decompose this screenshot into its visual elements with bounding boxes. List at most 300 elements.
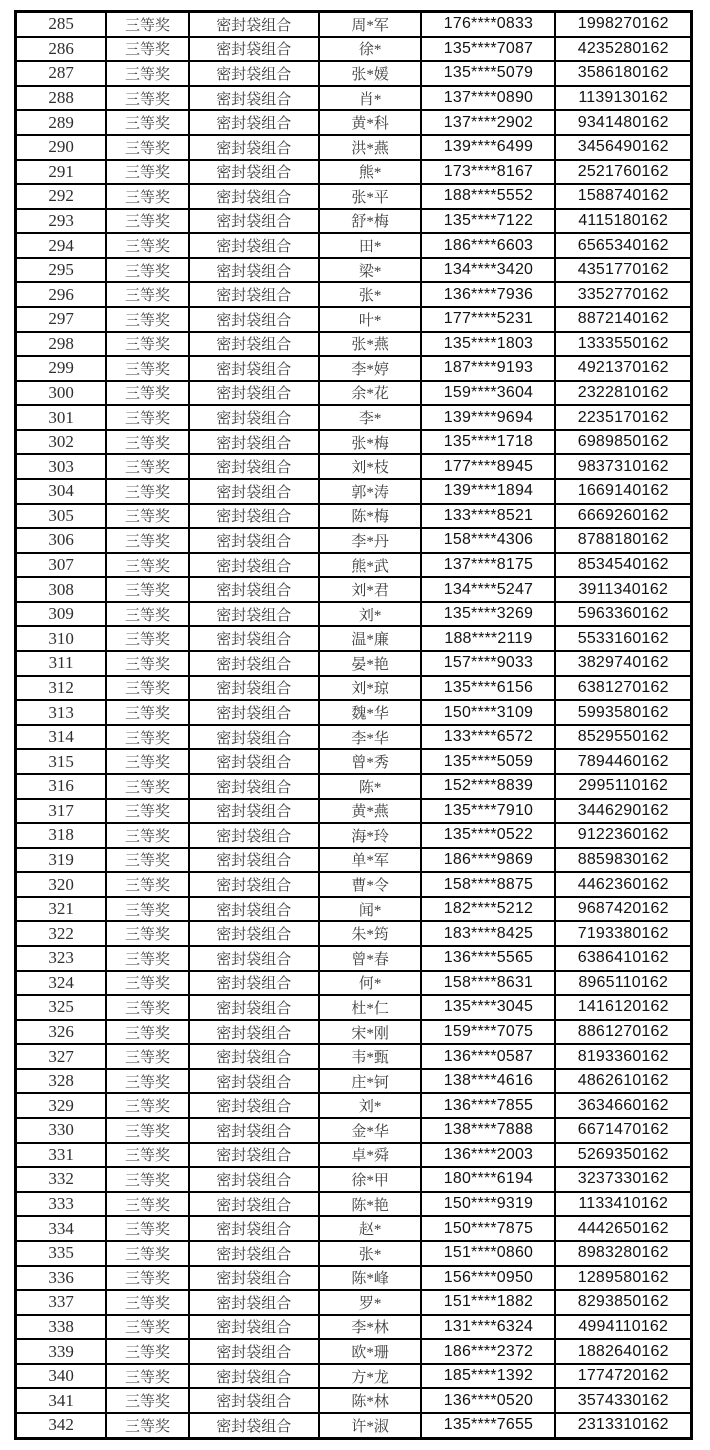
table-row — [16, 381, 692, 406]
cell-index: 291 — [16, 160, 107, 185]
table-row — [16, 61, 692, 86]
cell-prize-level: 三等奖 — [106, 872, 189, 897]
cell-prize-name: 密封袋组合 — [189, 381, 319, 406]
cell-id-number: 9837310162 — [555, 454, 691, 479]
cell-phone: 173****8167 — [421, 160, 555, 185]
cell-id-number: 3829740162 — [555, 651, 691, 676]
cell-phone: 138****7888 — [421, 1118, 555, 1143]
cell-prize-level: 三等奖 — [106, 1143, 189, 1168]
cell-phone: 186****2372 — [421, 1339, 555, 1364]
cell-prize-level: 三等奖 — [106, 749, 189, 774]
cell-winner-name: 田* — [319, 233, 422, 258]
cell-prize-name: 密封袋组合 — [189, 1069, 319, 1094]
cell-prize-level: 三等奖 — [106, 1216, 189, 1241]
cell-index: 334 — [16, 1216, 107, 1241]
cell-prize-level: 三等奖 — [106, 799, 189, 824]
cell-prize-level: 三等奖 — [106, 577, 189, 602]
cell-id-number: 8529550162 — [555, 725, 691, 750]
table-row — [16, 12, 692, 37]
table-row — [16, 1339, 692, 1364]
cell-prize-name: 密封袋组合 — [189, 1093, 319, 1118]
cell-phone: 137****0890 — [421, 86, 555, 111]
cell-index: 317 — [16, 799, 107, 824]
cell-index: 302 — [16, 430, 107, 455]
table-row — [16, 651, 692, 676]
cell-prize-name: 密封袋组合 — [189, 209, 319, 234]
table-row — [16, 676, 692, 701]
cell-index: 335 — [16, 1241, 107, 1266]
cell-phone: 136****2003 — [421, 1143, 555, 1168]
cell-phone: 150****3109 — [421, 700, 555, 725]
cell-prize-name: 密封袋组合 — [189, 651, 319, 676]
cell-index: 323 — [16, 946, 107, 971]
table-row — [16, 233, 692, 258]
table-row — [16, 1315, 692, 1340]
table-row — [16, 528, 692, 553]
cell-phone: 159****7075 — [421, 1020, 555, 1045]
cell-index: 336 — [16, 1266, 107, 1291]
cell-prize-name: 密封袋组合 — [189, 676, 319, 701]
cell-winner-name: 朱*筠 — [319, 921, 422, 946]
cell-phone: 187****9193 — [421, 356, 555, 381]
cell-prize-level: 三等奖 — [106, 1241, 189, 1266]
cell-id-number: 1882640162 — [555, 1339, 691, 1364]
cell-prize-name: 密封袋组合 — [189, 504, 319, 529]
table-row — [16, 823, 692, 848]
cell-prize-name: 密封袋组合 — [189, 1413, 319, 1439]
cell-prize-name: 密封袋组合 — [189, 1044, 319, 1069]
cell-prize-name: 密封袋组合 — [189, 258, 319, 283]
cell-winner-name: 单*军 — [319, 848, 422, 873]
cell-index: 306 — [16, 528, 107, 553]
cell-index: 340 — [16, 1364, 107, 1389]
cell-phone: 135****3045 — [421, 995, 555, 1020]
cell-phone: 131****6324 — [421, 1315, 555, 1340]
cell-prize-name: 密封袋组合 — [189, 430, 319, 455]
cell-id-number: 1588740162 — [555, 184, 691, 209]
cell-winner-name: 黄*燕 — [319, 799, 422, 824]
cell-winner-name: 李*华 — [319, 725, 422, 750]
cell-id-number: 8788180162 — [555, 528, 691, 553]
cell-phone: 135****3269 — [421, 602, 555, 627]
cell-id-number: 8983280162 — [555, 1241, 691, 1266]
prize-winner-table — [14, 10, 693, 1440]
cell-prize-level: 三等奖 — [106, 184, 189, 209]
table-row — [16, 626, 692, 651]
cell-winner-name: 赵* — [319, 1216, 422, 1241]
cell-phone: 135****6156 — [421, 676, 555, 701]
table-row — [16, 504, 692, 529]
cell-prize-name: 密封袋组合 — [189, 479, 319, 504]
cell-winner-name: 张* — [319, 1241, 422, 1266]
table-row — [16, 1020, 692, 1045]
cell-id-number: 6671470162 — [555, 1118, 691, 1143]
cell-phone: 151****1882 — [421, 1290, 555, 1315]
table-row — [16, 848, 692, 873]
cell-id-number: 9122360162 — [555, 823, 691, 848]
cell-phone: 182****5212 — [421, 897, 555, 922]
cell-index: 315 — [16, 749, 107, 774]
cell-phone: 180****6194 — [421, 1167, 555, 1192]
cell-index: 298 — [16, 332, 107, 357]
cell-index: 333 — [16, 1192, 107, 1217]
cell-phone: 150****9319 — [421, 1192, 555, 1217]
table-row — [16, 184, 692, 209]
cell-id-number: 8872140162 — [555, 307, 691, 332]
cell-index: 288 — [16, 86, 107, 111]
cell-winner-name: 晏*艳 — [319, 651, 422, 676]
cell-id-number: 1133410162 — [555, 1192, 691, 1217]
cell-prize-level: 三等奖 — [106, 405, 189, 430]
cell-prize-level: 三等奖 — [106, 1364, 189, 1389]
cell-prize-name: 密封袋组合 — [189, 1315, 319, 1340]
cell-prize-level: 三等奖 — [106, 282, 189, 307]
cell-phone: 136****7936 — [421, 282, 555, 307]
cell-winner-name: 陈*艳 — [319, 1192, 422, 1217]
cell-index: 285 — [16, 12, 107, 37]
cell-id-number: 3586180162 — [555, 61, 691, 86]
cell-index: 287 — [16, 61, 107, 86]
cell-prize-name: 密封袋组合 — [189, 995, 319, 1020]
table-row — [16, 602, 692, 627]
cell-id-number: 1139130162 — [555, 86, 691, 111]
cell-winner-name: 方*龙 — [319, 1364, 422, 1389]
cell-winner-name: 罗* — [319, 1290, 422, 1315]
cell-phone: 137****8175 — [421, 553, 555, 578]
table-row — [16, 1143, 692, 1168]
cell-phone: 134****5247 — [421, 577, 555, 602]
cell-winner-name: 熊* — [319, 160, 422, 185]
cell-phone: 176****0833 — [421, 12, 555, 37]
cell-phone: 157****9033 — [421, 651, 555, 676]
cell-prize-name: 密封袋组合 — [189, 332, 319, 357]
cell-winner-name: 欧*珊 — [319, 1339, 422, 1364]
cell-winner-name: 曾*秀 — [319, 749, 422, 774]
cell-id-number: 3456490162 — [555, 135, 691, 160]
cell-prize-level: 三等奖 — [106, 61, 189, 86]
cell-prize-name: 密封袋组合 — [189, 749, 319, 774]
cell-winner-name: 宋*刚 — [319, 1020, 422, 1045]
cell-prize-level: 三等奖 — [106, 1413, 189, 1439]
cell-winner-name: 张*梅 — [319, 430, 422, 455]
cell-index: 311 — [16, 651, 107, 676]
cell-prize-name: 密封袋组合 — [189, 86, 319, 111]
cell-prize-level: 三等奖 — [106, 1167, 189, 1192]
cell-prize-level: 三等奖 — [106, 258, 189, 283]
cell-index: 313 — [16, 700, 107, 725]
cell-id-number: 4442650162 — [555, 1216, 691, 1241]
cell-id-number: 2322810162 — [555, 381, 691, 406]
cell-winner-name: 韦*甄 — [319, 1044, 422, 1069]
cell-index: 305 — [16, 504, 107, 529]
cell-prize-name: 密封袋组合 — [189, 405, 319, 430]
cell-phone: 139****6499 — [421, 135, 555, 160]
table-row — [16, 282, 692, 307]
cell-index: 322 — [16, 921, 107, 946]
cell-id-number: 6565340162 — [555, 233, 691, 258]
cell-index: 286 — [16, 37, 107, 62]
cell-id-number: 6381270162 — [555, 676, 691, 701]
cell-id-number: 4351770162 — [555, 258, 691, 283]
table-row — [16, 1192, 692, 1217]
cell-phone: 188****2119 — [421, 626, 555, 651]
cell-prize-name: 密封袋组合 — [189, 897, 319, 922]
cell-winner-name: 李*婷 — [319, 356, 422, 381]
cell-winner-name: 闻* — [319, 897, 422, 922]
cell-id-number: 4462360162 — [555, 872, 691, 897]
cell-phone: 186****9869 — [421, 848, 555, 873]
cell-winner-name: 许*淑 — [319, 1413, 422, 1439]
cell-index: 320 — [16, 872, 107, 897]
table-row — [16, 872, 692, 897]
cell-prize-name: 密封袋组合 — [189, 110, 319, 135]
cell-index: 296 — [16, 282, 107, 307]
cell-prize-level: 三等奖 — [106, 626, 189, 651]
table-row — [16, 1290, 692, 1315]
table-row — [16, 86, 692, 111]
table-row — [16, 135, 692, 160]
cell-index: 331 — [16, 1143, 107, 1168]
table-row — [16, 209, 692, 234]
cell-winner-name: 徐*甲 — [319, 1167, 422, 1192]
table-row — [16, 921, 692, 946]
cell-prize-level: 三等奖 — [106, 1290, 189, 1315]
table-row — [16, 356, 692, 381]
cell-prize-name: 密封袋组合 — [189, 946, 319, 971]
cell-prize-level: 三等奖 — [106, 160, 189, 185]
table-row — [16, 577, 692, 602]
table-row — [16, 725, 692, 750]
cell-phone: 158****8875 — [421, 872, 555, 897]
cell-prize-name: 密封袋组合 — [189, 1020, 319, 1045]
cell-prize-level: 三等奖 — [106, 676, 189, 701]
cell-phone: 136****0520 — [421, 1388, 555, 1413]
cell-index: 319 — [16, 848, 107, 873]
cell-id-number: 1289580162 — [555, 1266, 691, 1291]
cell-prize-name: 密封袋组合 — [189, 1216, 319, 1241]
cell-prize-name: 密封袋组合 — [189, 1266, 319, 1291]
cell-id-number: 2995110162 — [555, 774, 691, 799]
cell-winner-name: 杜*仁 — [319, 995, 422, 1020]
table-row — [16, 454, 692, 479]
cell-prize-level: 三等奖 — [106, 921, 189, 946]
cell-id-number: 2313310162 — [555, 1413, 691, 1439]
cell-prize-name: 密封袋组合 — [189, 1290, 319, 1315]
cell-prize-level: 三等奖 — [106, 528, 189, 553]
cell-winner-name: 徐* — [319, 37, 422, 62]
cell-prize-level: 三等奖 — [106, 110, 189, 135]
cell-phone: 158****8631 — [421, 971, 555, 996]
table-row — [16, 1216, 692, 1241]
cell-id-number: 3446290162 — [555, 799, 691, 824]
cell-prize-name: 密封袋组合 — [189, 1118, 319, 1143]
cell-index: 290 — [16, 135, 107, 160]
cell-prize-level: 三等奖 — [106, 1044, 189, 1069]
cell-id-number: 5533160162 — [555, 626, 691, 651]
table-row — [16, 1241, 692, 1266]
cell-prize-level: 三等奖 — [106, 430, 189, 455]
cell-id-number: 8193360162 — [555, 1044, 691, 1069]
cell-id-number: 7894460162 — [555, 749, 691, 774]
cell-phone: 136****5565 — [421, 946, 555, 971]
table-row — [16, 1167, 692, 1192]
cell-prize-name: 密封袋组合 — [189, 1339, 319, 1364]
cell-winner-name: 陈*林 — [319, 1388, 422, 1413]
cell-prize-name: 密封袋组合 — [189, 1241, 319, 1266]
cell-winner-name: 刘*琼 — [319, 676, 422, 701]
cell-id-number: 8534540162 — [555, 553, 691, 578]
cell-prize-name: 密封袋组合 — [189, 282, 319, 307]
cell-index: 292 — [16, 184, 107, 209]
cell-winner-name: 温*廉 — [319, 626, 422, 651]
cell-index: 307 — [16, 553, 107, 578]
cell-prize-level: 三等奖 — [106, 12, 189, 37]
cell-winner-name: 魏*华 — [319, 700, 422, 725]
cell-phone: 188****5552 — [421, 184, 555, 209]
cell-id-number: 4115180162 — [555, 209, 691, 234]
cell-index: 295 — [16, 258, 107, 283]
cell-phone: 151****0860 — [421, 1241, 555, 1266]
cell-id-number: 8859830162 — [555, 848, 691, 873]
cell-prize-name: 密封袋组合 — [189, 921, 319, 946]
cell-id-number: 8861270162 — [555, 1020, 691, 1045]
cell-prize-level: 三等奖 — [106, 1315, 189, 1340]
cell-index: 303 — [16, 454, 107, 479]
cell-id-number: 6989850162 — [555, 430, 691, 455]
cell-prize-name: 密封袋组合 — [189, 184, 319, 209]
cell-index: 300 — [16, 381, 107, 406]
cell-winner-name: 张*媛 — [319, 61, 422, 86]
cell-phone: 159****3604 — [421, 381, 555, 406]
cell-phone: 135****7655 — [421, 1413, 555, 1439]
cell-phone: 177****8945 — [421, 454, 555, 479]
cell-prize-level: 三等奖 — [106, 774, 189, 799]
cell-id-number: 3574330162 — [555, 1388, 691, 1413]
cell-phone: 139****9694 — [421, 405, 555, 430]
cell-winner-name: 刘*君 — [319, 577, 422, 602]
cell-prize-name: 密封袋组合 — [189, 160, 319, 185]
cell-phone: 135****1718 — [421, 430, 555, 455]
table-row — [16, 405, 692, 430]
cell-prize-level: 三等奖 — [106, 553, 189, 578]
cell-prize-level: 三等奖 — [106, 897, 189, 922]
cell-phone: 150****7875 — [421, 1216, 555, 1241]
table-row — [16, 110, 692, 135]
table-row — [16, 1069, 692, 1094]
cell-index: 330 — [16, 1118, 107, 1143]
table-row — [16, 971, 692, 996]
cell-prize-name: 密封袋组合 — [189, 553, 319, 578]
cell-phone: 133****8521 — [421, 504, 555, 529]
cell-winner-name: 肖* — [319, 86, 422, 111]
cell-id-number: 3911340162 — [555, 577, 691, 602]
cell-prize-level: 三等奖 — [106, 1192, 189, 1217]
cell-prize-name: 密封袋组合 — [189, 602, 319, 627]
cell-index: 342 — [16, 1413, 107, 1439]
cell-prize-level: 三等奖 — [106, 1020, 189, 1045]
table-row — [16, 749, 692, 774]
cell-winner-name: 李*丹 — [319, 528, 422, 553]
cell-winner-name: 张*平 — [319, 184, 422, 209]
cell-id-number: 6386410162 — [555, 946, 691, 971]
table-row — [16, 1118, 692, 1143]
cell-phone: 135****7122 — [421, 209, 555, 234]
cell-prize-name: 密封袋组合 — [189, 1192, 319, 1217]
cell-index: 312 — [16, 676, 107, 701]
cell-id-number: 4235280162 — [555, 37, 691, 62]
cell-prize-level: 三等奖 — [106, 1266, 189, 1291]
cell-prize-level: 三等奖 — [106, 504, 189, 529]
cell-prize-level: 三等奖 — [106, 602, 189, 627]
cell-phone: 135****1803 — [421, 332, 555, 357]
cell-index: 339 — [16, 1339, 107, 1364]
cell-phone: 156****0950 — [421, 1266, 555, 1291]
cell-prize-level: 三等奖 — [106, 86, 189, 111]
cell-winner-name: 张* — [319, 282, 422, 307]
cell-winner-name: 叶* — [319, 307, 422, 332]
cell-phone: 158****4306 — [421, 528, 555, 553]
cell-prize-name: 密封袋组合 — [189, 233, 319, 258]
cell-index: 327 — [16, 1044, 107, 1069]
cell-prize-name: 密封袋组合 — [189, 1364, 319, 1389]
cell-winner-name: 刘* — [319, 602, 422, 627]
cell-index: 289 — [16, 110, 107, 135]
cell-prize-name: 密封袋组合 — [189, 307, 319, 332]
cell-prize-level: 三等奖 — [106, 700, 189, 725]
cell-index: 329 — [16, 1093, 107, 1118]
cell-prize-name: 密封袋组合 — [189, 356, 319, 381]
cell-prize-level: 三等奖 — [106, 209, 189, 234]
cell-index: 328 — [16, 1069, 107, 1094]
cell-winner-name: 舒*梅 — [319, 209, 422, 234]
cell-prize-name: 密封袋组合 — [189, 872, 319, 897]
cell-prize-level: 三等奖 — [106, 381, 189, 406]
cell-prize-level: 三等奖 — [106, 651, 189, 676]
cell-prize-name: 密封袋组合 — [189, 823, 319, 848]
cell-index: 301 — [16, 405, 107, 430]
cell-phone: 135****5079 — [421, 61, 555, 86]
cell-phone: 135****7087 — [421, 37, 555, 62]
cell-index: 308 — [16, 577, 107, 602]
cell-prize-name: 密封袋组合 — [189, 454, 319, 479]
cell-phone: 186****6603 — [421, 233, 555, 258]
cell-prize-level: 三等奖 — [106, 454, 189, 479]
cell-prize-level: 三等奖 — [106, 1339, 189, 1364]
cell-prize-name: 密封袋组合 — [189, 848, 319, 873]
cell-winner-name: 张*燕 — [319, 332, 422, 357]
cell-winner-name: 刘*枝 — [319, 454, 422, 479]
cell-phone: 136****0587 — [421, 1044, 555, 1069]
cell-id-number: 3634660162 — [555, 1093, 691, 1118]
cell-prize-name: 密封袋组合 — [189, 1388, 319, 1413]
cell-phone: 183****8425 — [421, 921, 555, 946]
table-row — [16, 307, 692, 332]
table-row — [16, 1093, 692, 1118]
cell-prize-level: 三等奖 — [106, 1069, 189, 1094]
cell-id-number: 4862610162 — [555, 1069, 691, 1094]
table-row — [16, 774, 692, 799]
cell-prize-level: 三等奖 — [106, 995, 189, 1020]
cell-index: 326 — [16, 1020, 107, 1045]
cell-index: 294 — [16, 233, 107, 258]
cell-index: 337 — [16, 1290, 107, 1315]
cell-id-number: 1416120162 — [555, 995, 691, 1020]
table-row — [16, 995, 692, 1020]
cell-index: 332 — [16, 1167, 107, 1192]
table-row — [16, 1044, 692, 1069]
cell-id-number: 5963360162 — [555, 602, 691, 627]
cell-prize-level: 三等奖 — [106, 332, 189, 357]
